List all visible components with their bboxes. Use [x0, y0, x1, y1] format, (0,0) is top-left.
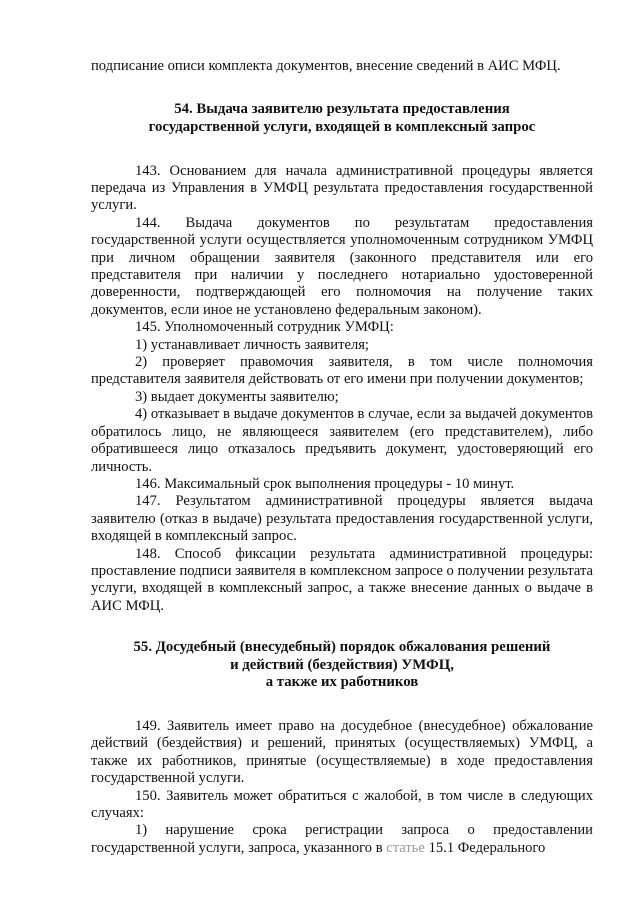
intro-line: подписание описи комплекта документов, внесение сведений в АИС МФЦ.: [91, 58, 561, 74]
paragraph-146: 146. Максимальный срок выполнения процедуры - 10 минут.: [135, 475, 515, 492]
section-55-heading-line-3: а также их работников: [265, 674, 419, 691]
list-item-4: 4) отказывает в выдаче документов в случае, если за выдачей документов обратилось лицо, не являющееся заявителем (его представителем), либо обратившееся лицо отказалось предъявить документ, удостоверяющий его личность.: [91, 406, 593, 475]
section-54-heading: [91, 101, 593, 136]
document-body: [91, 58, 593, 857]
paragraph-148: 148. Способ фиксации результата административной процедуры: проставление подписи заявителя в комплексном запросе о получении результата услуги, входящей в комплексный запрос, а также внесение данных о выдаче в АИС МФЦ.: [91, 545, 594, 614]
paragraph-143: 143. Основанием для начала административной процедуры является передача из Управления в УМФЦ результата предоставления государственной услуги.: [91, 162, 593, 214]
list-item-violation-1-text: 1) нарушение срока регистрации запроса о предоставлении государственной услуги, запроса, указанного в: [91, 822, 593, 856]
list-item-2: 2) проверяет правомочия заявителя, в том числе полномочия представителя заявителя действовать от его имени при получении документов;: [91, 354, 593, 388]
paragraph-147: 147. Результатом административной процедуры является выдача заявителю (отказ в выдаче) результата предоставления государственной услуги, входящей в комплексный запрос.: [91, 493, 593, 545]
section-54-heading-line-2: государственной услуги, входящей в комплексный запрос: [148, 119, 536, 135]
paragraph-149: 149. Заявитель имеет право на досудебное (внесудебное) обжалование действий (бездействия) и решений, принятых (осуществляемых) УМФЦ, а также их работников, принятые (осуществляемые) в ходе предоставления государственной услуги.: [91, 717, 593, 787]
paragraph-145: 145. Уполномоченный сотрудник УМФЦ:: [135, 319, 394, 336]
section-55-heading-line-1: 55. Досудебный (внесудебный) порядок обжалования решений: [133, 639, 551, 656]
list-item-3: 3) выдает документы заявителю;: [135, 388, 339, 405]
paragraph-150: 150. Заявитель может обратиться с жалобой, в том числе в следующих случаях:: [91, 787, 593, 821]
list-item-violation-1-tail: 15.1 Федерального: [424, 839, 546, 856]
section-55-heading-line-2: и действий (бездействия) УМФЦ,: [230, 656, 454, 673]
section-54-body: [91, 163, 593, 616]
list-item-1: 1) устанавливает личность заявителя;: [135, 336, 369, 353]
faded-word: статье: [386, 839, 425, 856]
section-55-heading: [91, 639, 593, 692]
paragraph-144: 144. Выдача документов по результатам предоставления государственной услуги осуществляется уполномоченным сотрудником УМФЦ при личном обращении заявителя (законного представителя или его представителя при наличии у последнего нотариально удостоверенной доверенности, подтверждающей его полномочия на получение таких документов, если иное не установлено федеральным законом).: [91, 214, 593, 318]
list-item-violation-1: [91, 822, 593, 857]
section-54-heading-line-1: 54. Выдача заявителю результата предоставления: [174, 101, 510, 118]
section-55-body: [91, 718, 593, 857]
